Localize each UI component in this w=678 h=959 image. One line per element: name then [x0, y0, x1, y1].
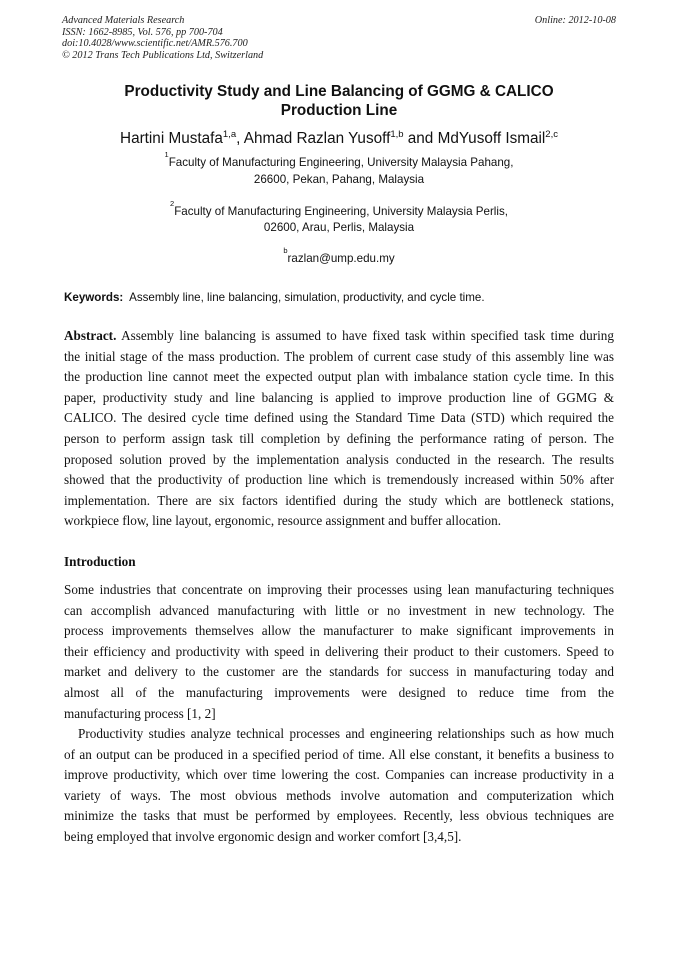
affiliation-2-text: Faculty of Manufacturing Engineering, University Malaysia Perlis,	[174, 204, 508, 218]
intro-line: can accomplish advanced manufacturing with little or no investment in new technology. The	[64, 602, 614, 618]
journal-name: Advanced Materials Research	[62, 15, 185, 26]
affiliation-1-line-1	[40, 152, 638, 170]
abstract-line: workpiece flow, line layout, ergonomic, resource assignment and buffer allocation.	[64, 513, 502, 529]
publication-meta	[62, 15, 616, 61]
abstract-line: paper, productivity study and line balancing is applied to improve production line of GGMG &	[64, 389, 614, 405]
author-1-affil: 1,a	[222, 129, 237, 140]
author-3-affil: 2,c	[545, 129, 558, 140]
abstract	[64, 326, 614, 532]
intro-line: manufacturing process [1, 2]	[64, 705, 216, 721]
online-date: Online: 2012-10-08	[534, 15, 616, 26]
introduction-paragraph-2	[64, 724, 614, 848]
affiliation-2-line-1	[40, 201, 638, 219]
intro-line: variety of ways. The most obvious methods involve automation and computerization which	[64, 787, 614, 803]
abstract-line: showed that the productivity of production line which is tremendously increased within 50% after	[64, 472, 614, 488]
keywords	[64, 291, 614, 305]
abstract-line: proposed solution proved by the implementation analysis conducted in the research. The results	[64, 451, 614, 467]
abstract-line-text: Assembly line balancing is assumed to have fixed task within specified task time during	[116, 328, 614, 343]
affiliation-1-marker: 1	[164, 150, 169, 159]
paper-title	[90, 82, 588, 120]
title-line-1: Productivity Study and Line Balancing of GGMG & CALICO	[124, 83, 554, 100]
abstract-line: the production line cannot meet the expected output plan with imbalance station cycle time. In this	[64, 369, 614, 385]
intro-line: Productivity studies analyze technical processes and engineering relationships such as how much	[78, 726, 614, 741]
author-list	[40, 129, 638, 150]
affiliation-2-line-2: 02600, Arau, Perlis, Malaysia	[263, 221, 415, 234]
intro-line: of an output can be produced in a specified period of time. All else constant, it benefits a business to	[64, 746, 614, 762]
abstract-label: Abstract.	[64, 328, 117, 343]
author-separator: and	[403, 130, 438, 147]
corresponding-email	[40, 248, 638, 266]
abstract-line: the initial stage of the mass production. The problem of current case study of this assembly line was	[64, 348, 614, 364]
intro-line: minimize the tasks that must be performed by employees. Recently, less obvious techniques are	[64, 808, 614, 824]
affiliation-2-marker: 2	[170, 199, 175, 208]
author-2-affil: 1,b	[390, 129, 404, 140]
title-line-2: Production Line	[280, 102, 398, 119]
author-1: Hartini Mustafa	[120, 130, 223, 147]
intro-line: process improvements themselves allow the manufacturer to make significant improvements in	[64, 623, 614, 639]
author-3: MdYusoff Ismail	[437, 130, 546, 147]
doi-line: doi:10.4028/www.scientific.net/AMR.576.700	[62, 38, 248, 50]
intro-line: Some industries that concentrate on improving their processes using lean manufacturing techniques	[64, 582, 614, 597]
author-2: Ahmad Razlan Yusoff	[243, 130, 391, 147]
abstract-line: implementation. There are six factors identified during the study which are bottleneck stations,	[64, 492, 614, 508]
intro-line: being employed that involve ergonomic design and worker comfort [3,4,5].	[64, 828, 462, 844]
author-separator: ,	[236, 130, 244, 147]
section-heading-introduction: Introduction	[64, 554, 136, 569]
issn-line: ISSN: 1662-8985, Vol. 576, pp 700-704	[62, 26, 223, 38]
abstract-line: CALICO. The desired cycle time defined using the Standard Time Data (STD) which required the	[64, 410, 614, 426]
intro-line: their efficiency and productivity with speed in delivering their product to their customers. Speed to	[64, 643, 614, 659]
intro-line: improve productivity, which over time lowering the cost. Companies can increase productivity in a	[64, 767, 614, 783]
email-marker: b	[283, 246, 288, 255]
intro-line: almost all of the manufacturing improvements were designed to reduce time from the	[64, 684, 614, 700]
affiliation-1-text: Faculty of Manufacturing Engineering, University Malaysia Pahang,	[168, 155, 514, 169]
abstract-line	[64, 326, 614, 347]
email-address: razlan@ump.edu.my	[287, 251, 395, 265]
abstract-line: person to perform assign task till completion by defining the performance rating of person. The	[64, 430, 614, 446]
copyright-line: © 2012 Trans Tech Publications Ltd, Switzerland	[62, 49, 264, 61]
intro-line: market and delivery to the customer are the standards for success in manufacturing today and	[64, 664, 614, 680]
affiliation-1-line-2: 26600, Pekan, Pahang, Malaysia	[253, 173, 425, 186]
keywords-label: Keywords:	[64, 291, 124, 304]
introduction-paragraph-1	[64, 580, 614, 724]
keywords-text: Assembly line, line balancing, simulation, productivity, and cycle time.	[129, 291, 485, 304]
